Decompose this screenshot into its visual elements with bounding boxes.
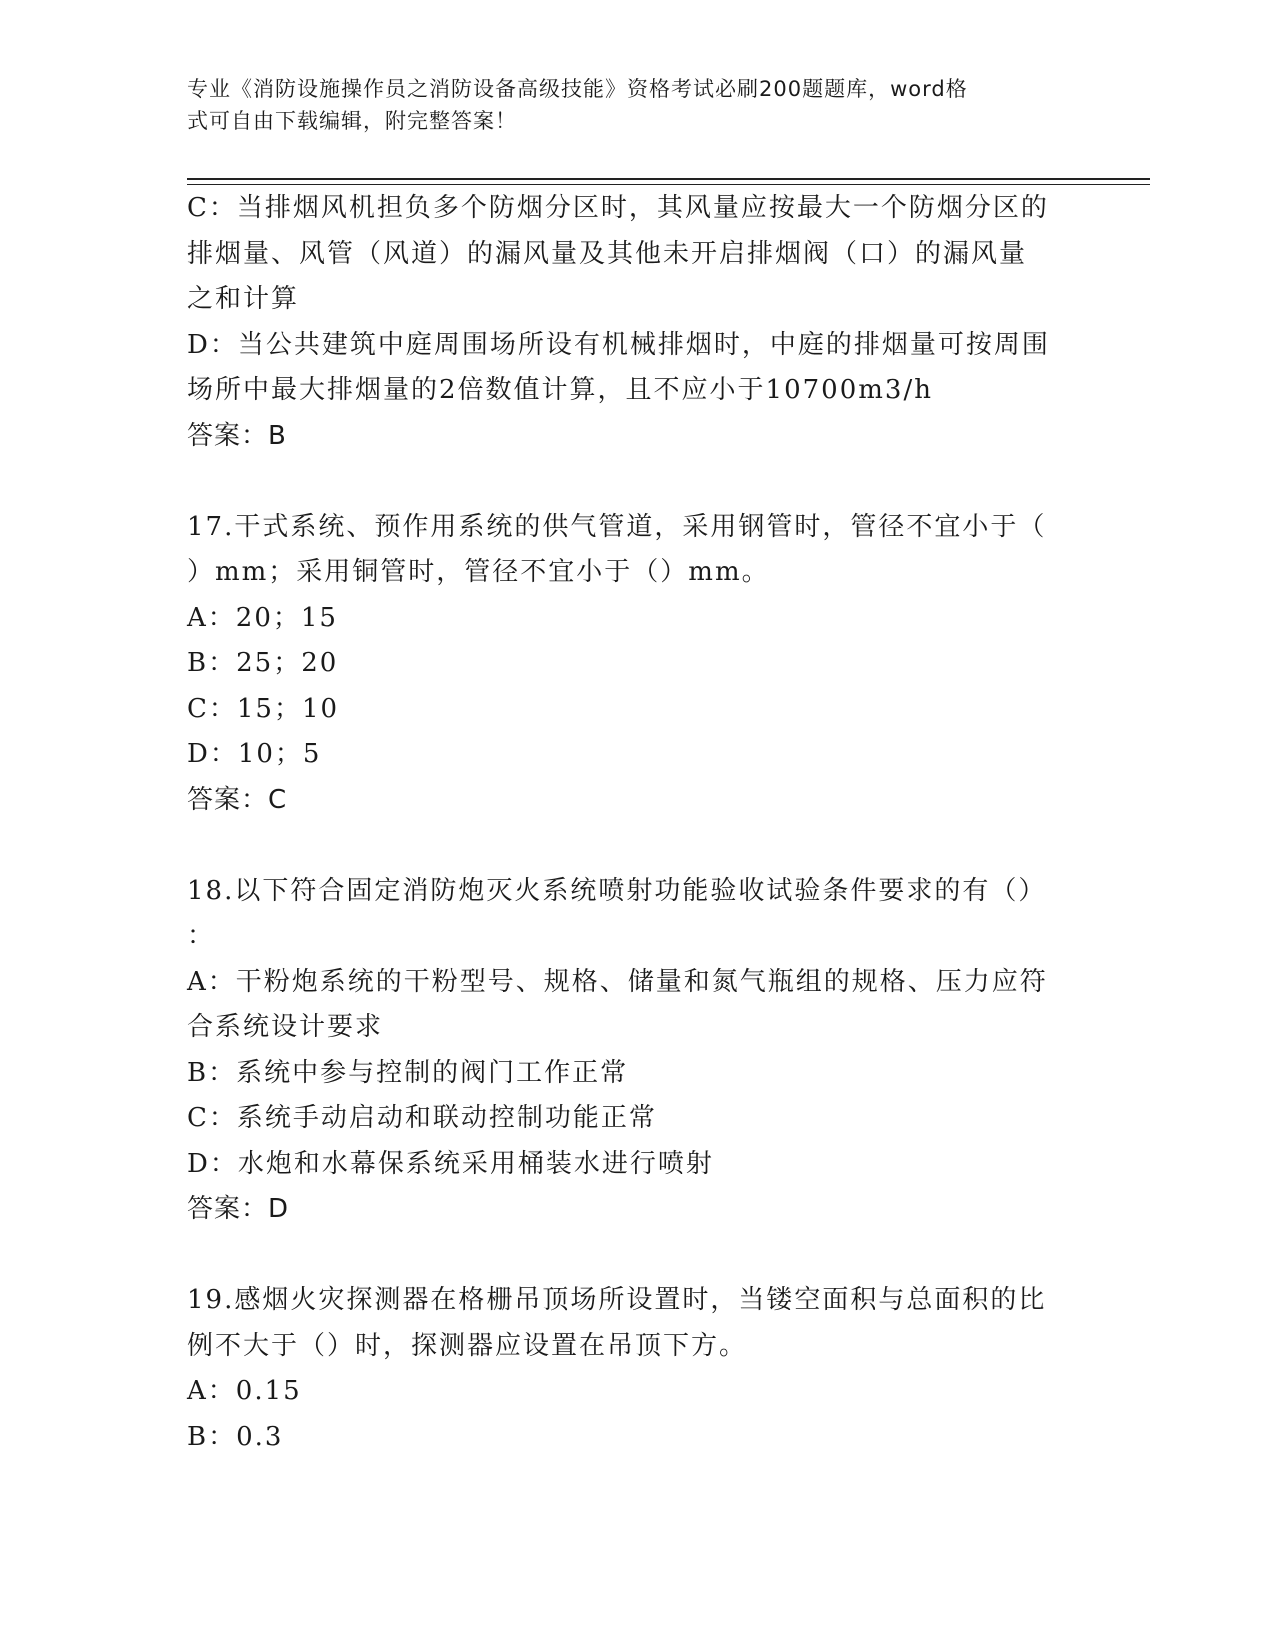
document-header [187, 73, 1067, 137]
option-c: C：15；10 [187, 693, 340, 724]
option-d-line: 场所中最大排烟量的2倍数值计算，且不应小于10700m3/h [187, 375, 933, 405]
header-divider-thick [187, 178, 1150, 180]
option-a: A：20；15 [187, 602, 338, 633]
option-a: 合系统设计要求 [187, 1012, 384, 1042]
question-stem: 例不大于（）时，探测器应设置在吊顶下方。 [187, 1330, 748, 1361]
option-d: D：水炮和水幕保系统采用桶装水进行喷射 [187, 1148, 714, 1179]
question-16-tail [187, 186, 1067, 459]
option-c: C：系统手动启动和联动控制功能正常 [187, 1103, 657, 1133]
question-stem: 17.干式系统、预作用系统的供气管道，采用钢管时，管径不宜小于（ [187, 511, 1047, 542]
spacer [187, 823, 1067, 869]
option-d-line: D：当公共建筑中庭周围场所设有机械排烟时，中庭的排烟量可按周围 [187, 329, 1050, 360]
option-d: D：10；5 [187, 739, 322, 769]
question-17 [187, 505, 1067, 824]
option-a: A：0.15 [187, 1376, 302, 1406]
question-stem: 19.感烟火灾探测器在格栅吊顶场所设置时，当镂空面积与总面积的比 [187, 1285, 1047, 1315]
question-stem: ）mm；采用铜管时，管径不宜小于（）mm。 [187, 557, 770, 587]
answer-line: 答案：C [187, 784, 288, 815]
spacer [187, 459, 1067, 505]
answer-line: 答案：D [187, 1194, 290, 1224]
option-a: A：干粉炮系统的干粉型号、规格、储量和氮气瓶组的规格、压力应符 [187, 966, 1048, 997]
option-c-line: C：当排烟风机担负多个防烟分区时，其风量应按最大一个防烟分区的 [187, 193, 1049, 223]
option-b: B：25；20 [187, 648, 339, 678]
option-c-line: 排烟量、风管（风道）的漏风量及其他未开启排烟阀（口）的漏风量 [187, 238, 1028, 269]
option-b: B：系统中参与控制的阀门工作正常 [187, 1057, 629, 1088]
option-c-line: 之和计算 [187, 284, 300, 314]
spacer [187, 1233, 1067, 1279]
question-stem: 18.以下符合固定消防炮灭火系统喷射功能验收试验条件要求的有（） [187, 875, 1047, 906]
question-stem: ： [187, 921, 216, 951]
header-line-2: 式可自由下载编辑，附完整答案！ [187, 109, 517, 133]
question-19 [187, 1278, 1067, 1460]
header-divider-thin [187, 184, 1150, 185]
question-content [187, 186, 1067, 1460]
header-line-1: 专业《消防设施操作员之消防设备高级技能》资格考试必刷200题题库，word格 [187, 77, 968, 101]
answer-line: 答案：B [187, 420, 287, 451]
question-18 [187, 869, 1067, 1233]
option-b: B：0.3 [187, 1421, 284, 1452]
